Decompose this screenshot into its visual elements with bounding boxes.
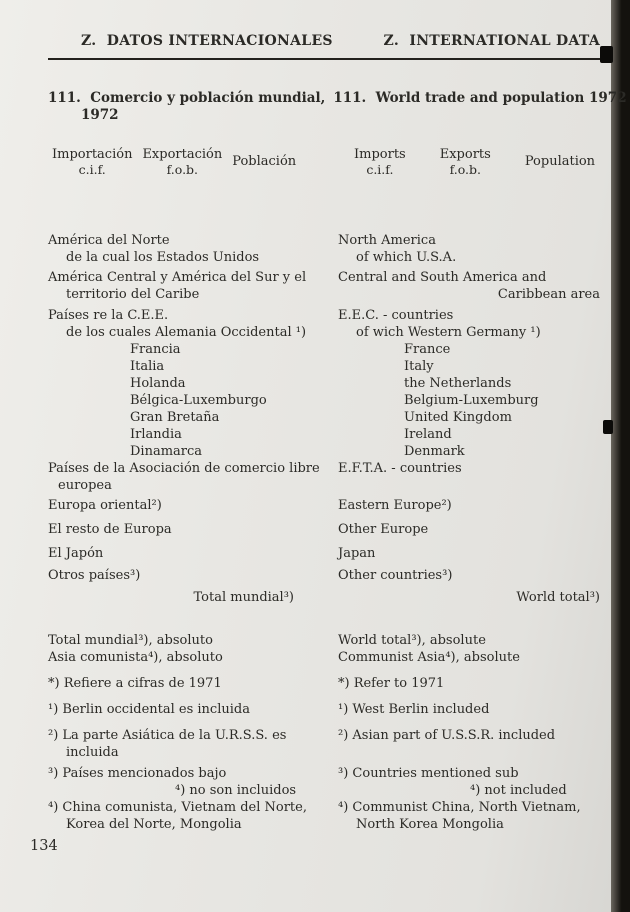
eec-member-en: Belgium-Luxemburg <box>404 393 539 408</box>
eec-member-en: Ireland <box>404 427 452 442</box>
row-other-europe <box>48 521 600 538</box>
row-eec <box>48 307 600 341</box>
page-header <box>48 33 600 60</box>
eec-member-en: United Kingdom <box>404 410 512 425</box>
row-other-europe-en <box>338 521 600 538</box>
row-world-total <box>48 589 600 606</box>
row-world-total-en <box>338 589 600 606</box>
row-north-america <box>48 232 600 266</box>
column-sublabel: f.o.b. <box>166 162 199 177</box>
footnote-star-es <box>48 675 338 692</box>
section-header-english: Z. INTERNATIONAL DATA <box>383 33 600 49</box>
region-label: Europa oriental²) <box>48 498 162 513</box>
footnote-3-es <box>48 765 338 799</box>
column-label: Importación <box>52 147 133 162</box>
column-label: Población <box>232 154 297 169</box>
page-content <box>48 0 627 833</box>
scan-artifact-top <box>600 46 613 63</box>
footnote-text: ¹) West Berlin included <box>338 702 490 717</box>
eec-member-es: Dinamarca <box>130 444 203 459</box>
row-japan-es <box>48 545 338 562</box>
row-eec-es <box>48 307 338 341</box>
row-central-south-america <box>48 269 600 303</box>
row-other-countries-es <box>48 567 338 584</box>
footnote-text-cont: incluida <box>66 745 119 760</box>
row-north-america-en <box>338 232 600 266</box>
region-label: E.E.C. - countries <box>338 308 454 323</box>
eec-member-en: France <box>404 342 451 357</box>
region-sublabel: of which U.S.A. <box>356 250 457 265</box>
column-sublabel: f.o.b. <box>449 162 481 177</box>
column-headers-spanish <box>48 146 338 176</box>
region-label: E.F.T.A. - countries <box>338 461 462 476</box>
region-label: Otros países³) <box>48 568 141 583</box>
eec-members-es <box>48 341 338 460</box>
footnote-3-en <box>338 765 600 799</box>
absolute-total-label: Asia comunista⁴), absoluto <box>48 650 223 665</box>
region-label: Central and South America and <box>338 270 547 285</box>
row-eec-members <box>48 341 600 460</box>
footnote-text: ⁴) China comunista, Vietnam del Norte, <box>48 800 307 815</box>
region-label-cont: Caribbean area <box>497 287 600 302</box>
column-header-row <box>48 146 600 176</box>
region-label-cont: europea <box>58 478 112 493</box>
column-label: Population <box>524 154 596 169</box>
row-other-countries <box>48 567 600 584</box>
footnote-text-cont: North Korea Mongolia <box>356 817 504 832</box>
eec-member-en: Denmark <box>404 444 465 459</box>
scan-artifact-mid <box>603 420 613 434</box>
column-exports-en <box>440 146 491 176</box>
region-label: América del Norte <box>48 233 170 248</box>
region-sublabel: de los cuales Alemania Occidental ¹) <box>66 325 307 340</box>
column-imports-en <box>354 146 406 176</box>
footnote-text: ¹) Berlin occidental es incluida <box>48 702 250 717</box>
footnote-4 <box>48 799 600 833</box>
region-label: Países re la C.E.E. <box>48 308 169 323</box>
eec-members-en <box>338 341 600 460</box>
total-label: Total mundial³) <box>193 590 294 605</box>
eec-member-es: Holanda <box>130 376 186 391</box>
region-label: Other countries³) <box>338 568 453 583</box>
row-absolute-totals-en <box>338 632 600 666</box>
row-world-total-es <box>48 589 338 606</box>
footnote-1-en <box>338 701 600 718</box>
table-title-english-line1: 111. World trade and population 1972 <box>333 90 627 106</box>
eec-member-es: Francia <box>130 342 181 357</box>
footnote-2-es <box>48 727 338 761</box>
eec-member-es: Italia <box>130 359 165 374</box>
row-efta-es <box>48 460 338 494</box>
page-number: 134 <box>30 838 58 854</box>
column-header-group-en <box>338 146 600 176</box>
column-population-es <box>232 153 296 176</box>
eec-member-en: the Netherlands <box>404 376 512 391</box>
row-central-south-america-en <box>338 269 600 303</box>
row-north-america-es <box>48 232 338 266</box>
footnote-2-en <box>338 727 600 761</box>
column-sublabel: c.i.f. <box>78 162 106 177</box>
row-eastern-europe-es <box>48 497 338 514</box>
column-label: Exports <box>439 147 491 162</box>
column-population-en <box>525 153 595 176</box>
region-label: El resto de Europa <box>48 522 172 537</box>
column-label: Imports <box>354 147 406 162</box>
column-imports-es <box>52 146 132 176</box>
table-title-row <box>48 90 627 124</box>
row-other-countries-en <box>338 567 600 584</box>
footnote-1-es <box>48 701 338 718</box>
row-eec-en <box>338 307 600 341</box>
footnote-text-cont: Korea del Norte, Mongolia <box>66 817 242 832</box>
footnote-text: ³) Countries mentioned sub <box>338 766 519 781</box>
total-label: World total³) <box>516 590 600 605</box>
scan-edge-strip <box>611 0 630 912</box>
footnote-1 <box>48 701 600 718</box>
table-title-spanish <box>48 90 333 124</box>
region-label: Japan <box>338 546 376 561</box>
eec-member-en: Italy <box>404 359 434 374</box>
row-absolute-totals <box>48 632 600 666</box>
footnote-2 <box>48 727 600 761</box>
footnote-text: ⁴) Communist China, North Vietnam, <box>338 800 581 815</box>
footnote-text: ³) Países mencionados bajo <box>48 766 227 781</box>
footnote-text: *) Refiere a cifras de 1971 <box>48 676 222 691</box>
footnote-text: ²) La parte Asiática de la U.R.S.S. es <box>48 728 287 743</box>
row-eastern-europe <box>48 497 600 514</box>
footnote-text-cont: ⁴) not included <box>470 783 567 798</box>
footnote-4-es <box>48 799 338 833</box>
column-headers-english <box>338 146 600 176</box>
row-efta-en <box>338 460 600 494</box>
footnote-text-cont: ⁴) no son incluidos <box>175 783 297 798</box>
region-label: El Japón <box>48 546 104 561</box>
absolute-total-label: World total³), absolute <box>338 633 486 648</box>
footnote-text: ²) Asian part of U.S.S.R. included <box>338 728 556 743</box>
row-eastern-europe-en <box>338 497 600 514</box>
row-central-south-america-es <box>48 269 338 303</box>
row-absolute-totals-es <box>48 632 338 666</box>
absolute-total-label: Communist Asia⁴), absolute <box>338 650 520 665</box>
table-title-spanish-line2: 1972 <box>81 107 119 123</box>
section-header-spanish: Z. DATOS INTERNACIONALES <box>81 33 333 49</box>
column-exports-es <box>142 146 222 176</box>
eec-member-es: Bélgica-Luxemburgo <box>130 393 267 408</box>
table-title-english <box>333 90 626 124</box>
eec-member-es: Gran Bretaña <box>130 410 220 425</box>
footnote-star-en <box>338 675 600 692</box>
region-label: América Central y América del Sur y el <box>48 270 307 285</box>
row-efta <box>48 460 600 494</box>
region-label-cont: territorio del Caribe <box>66 287 200 302</box>
region-label: North America <box>338 233 436 248</box>
column-sublabel: c.i.f. <box>366 162 394 177</box>
footnote-text: *) Refer to 1971 <box>338 676 445 691</box>
row-japan-en <box>338 545 600 562</box>
column-header-group-es <box>48 146 330 176</box>
absolute-total-label: Total mundial³), absoluto <box>48 633 213 648</box>
table-title-spanish-line1: 111. Comercio y población mundial, <box>48 90 326 106</box>
region-label: Países de la Asociación de comercio libre <box>48 461 320 476</box>
region-sublabel: of wich Western Germany ¹) <box>356 325 541 340</box>
footnote-star <box>48 675 600 692</box>
region-label: Eastern Europe²) <box>338 498 452 513</box>
column-label: Exportación <box>142 147 223 162</box>
footnote-4-en <box>338 799 600 833</box>
row-other-europe-es <box>48 521 338 538</box>
region-sublabel: de la cual los Estados Unidos <box>66 250 260 265</box>
row-japan <box>48 545 600 562</box>
eec-member-es: Irlandia <box>130 427 182 442</box>
region-label: Other Europe <box>338 522 429 537</box>
footnote-3 <box>48 765 600 799</box>
